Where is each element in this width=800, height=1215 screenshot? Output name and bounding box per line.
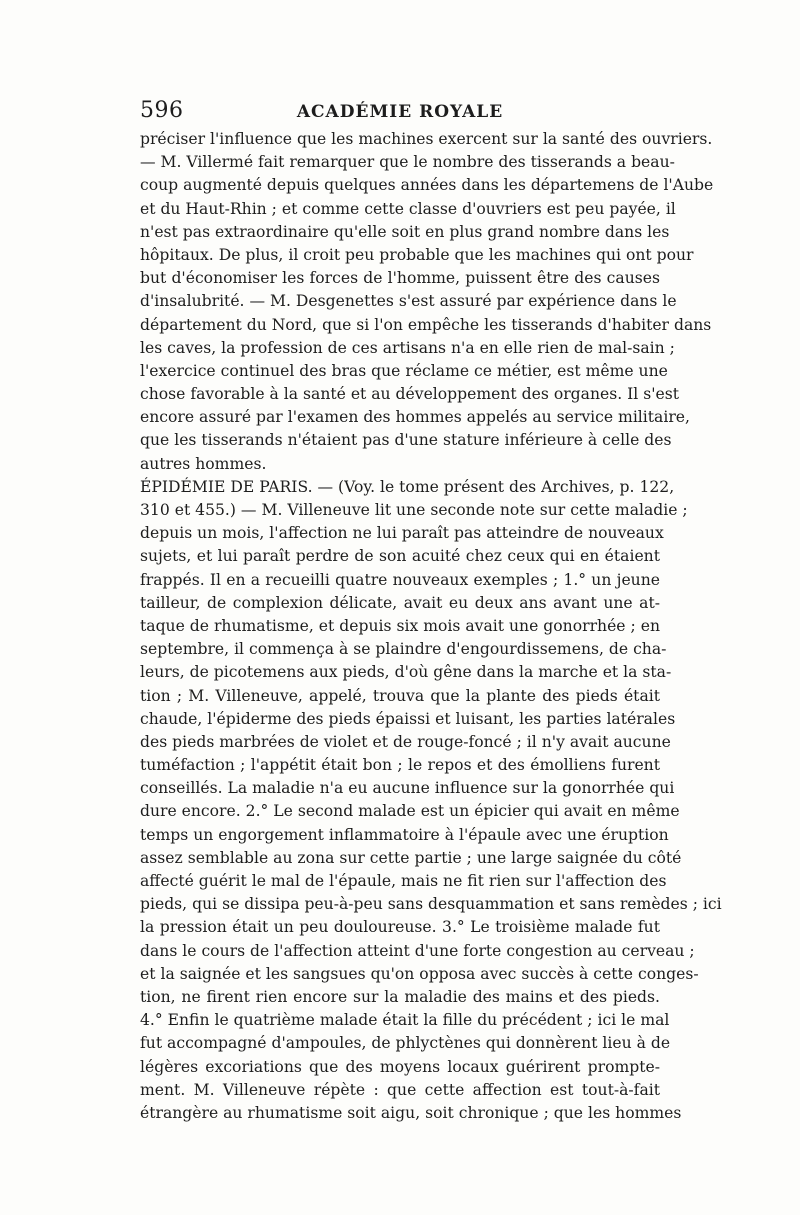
text-line: coup augmenté depuis quelques années dans les départemens de l'Aube <box>140 176 714 195</box>
text-line: taque de rhumatisme, et depuis six mois avait une gonorrhée ; en <box>140 616 660 635</box>
text-line: frappés. Il en a recueilli quatre nouveaux exemples ; 1.° un jeune <box>140 570 660 589</box>
page-header <box>140 98 660 124</box>
text-line: dure encore. 2.° Le second malade est un épicier qui avait en même <box>140 802 680 821</box>
text-line: la pression était un peu douloureuse. 3.° Le troisième malade fut <box>140 918 660 937</box>
text-line: leurs, de picotemens aux pieds, d'où gêne dans la marche et la sta- <box>140 663 672 682</box>
text-line: hôpitaux. De plus, il croit peu probable que les machines qui ont pour <box>140 245 694 264</box>
text-line: tailleur, de complexion délicate, avait eu deux ans avant une at- <box>140 593 660 612</box>
body-text <box>140 128 722 1125</box>
text-line: sujets, et lui paraît perdre de son acuité chez ceux qui en étaient <box>140 547 660 566</box>
text-line: chose favorable à la santé et au développement des organes. Il s'est <box>140 385 680 404</box>
text-line: tion, ne firent rien encore sur la maladie des mains et des pieds. <box>140 987 660 1006</box>
text-line: que les tisserands n'étaient pas d'une stature inférieure à celle des <box>140 431 672 450</box>
text-line: autres hommes. <box>140 454 267 473</box>
text-line: et du Haut-Rhin ; et comme cette classe d'ouvriers est peu payée, il <box>140 199 676 218</box>
text-line: des pieds marbrées de violet et de rouge-foncé ; il n'y avait aucune <box>140 732 671 751</box>
section-heading-line: ÉPIDÉMIE DE PARIS. — (Voy. le tome présent des Archives, p. 122, <box>140 477 675 496</box>
text-line: étrangère au rhumatisme soit aigu, soit chronique ; que les hommes <box>140 1103 682 1122</box>
text-line: affecté guérit le mal de l'épaule, mais ne fit rien sur l'affection des <box>140 872 667 890</box>
text-line: n'est pas extraordinaire qu'elle soit en plus grand nombre dans les <box>140 222 670 241</box>
text-line: légères excoriations que des moyens locaux guérirent prompte- <box>140 1057 660 1076</box>
text-line: assez semblable au zona sur cette partie ; une large saignée du côté <box>140 848 682 867</box>
text-line: septembre, il commença à se plaindre d'engourdissemens, de cha- <box>140 640 667 659</box>
text-line: les caves, la profession de ces artisans n'a en elle rien de mal-sain ; <box>140 338 675 357</box>
text-line: pieds, qui se dissipa peu-à-peu sans desquammation et sans remèdes ; ici <box>140 895 722 914</box>
text-line: conseillés. La maladie n'a eu aucune influence sur la gonorrhée qui <box>140 779 675 798</box>
running-head: ACADÉMIE ROYALE <box>296 102 504 122</box>
text-line: depuis un mois, l'affection ne lui paraît pas atteindre de nouveaux <box>140 524 664 543</box>
text-line: chaude, l'épiderme des pieds épaissi et luisant, les parties latérales <box>140 709 676 728</box>
text-line: dans le cours de l'affection atteint d'une forte congestion au cerveau ; <box>140 941 695 960</box>
text-line: but d'économiser les forces de l'homme, puissent être des causes <box>140 269 660 288</box>
text-line: 310 et 455.) — M. Villeneuve lit une seconde note sur cette maladie ; <box>140 501 688 519</box>
text-line: — M. Villermé fait remarquer que le nombre des tisserands a beau- <box>140 153 675 172</box>
text-line: tion ; M. Villeneuve, appelé, trouva que la plante des pieds était <box>140 686 660 705</box>
text-line: et la saignée et les sangsues qu'on opposa avec succès à cette conges- <box>140 964 699 983</box>
text-line: préciser l'influence que les machines exercent sur la santé des ouvriers. <box>140 130 713 148</box>
text-line: d'insalubrité. — M. Desgenettes s'est assuré par expérience dans le <box>140 292 677 311</box>
text-line: ment. M. Villeneuve répète : que cette affection est tout-à-fait <box>140 1080 660 1099</box>
text-line: l'exercice continuel des bras que réclame ce métier, est même une <box>140 361 668 380</box>
text-line: fut accompagné d'ampoules, de phlyctènes qui donnèrent lieu à de <box>140 1034 671 1053</box>
page-number: 596 <box>140 98 184 123</box>
text-line: 4.° Enfin le quatrième malade était la fille du précédent ; ici le mal <box>140 1011 670 1030</box>
text-line: département du Nord, que si l'on empêche les tisserands d'habiter dans <box>140 315 712 334</box>
text-line: encore assuré par l'examen des hommes appelés au service militaire, <box>140 408 690 427</box>
text-line: temps un engorgement inflammatoire à l'épaule avec une éruption <box>140 825 669 844</box>
text-line: tuméfaction ; l'appétit était bon ; le repos et des émolliens furent <box>140 756 660 775</box>
